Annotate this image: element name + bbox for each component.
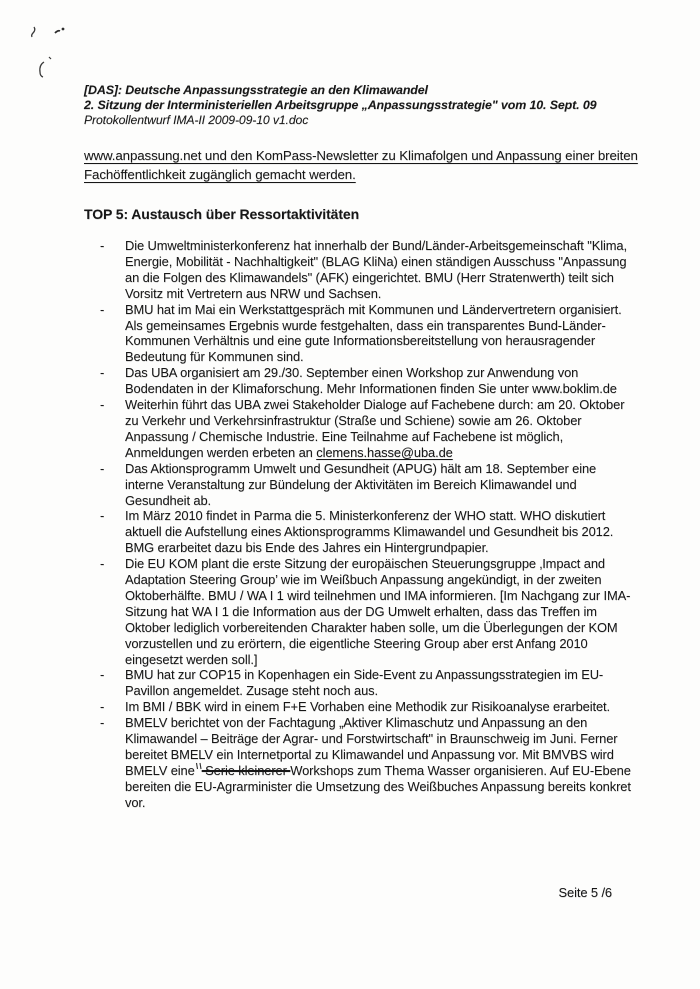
list-item: [100, 302, 634, 366]
bullet-dash: -: [100, 365, 105, 381]
bullet-dash: -: [100, 699, 105, 715]
list-item: [100, 238, 634, 302]
bullet-text-segment: Weiterhin führt das UBA zwei Stakeholder Dialoge auf Fachebene durch: am 20. Oktober zu Verkehr und Verkehrsinfrastruktur (Straße und Schiene) sowie am 26. Oktober Anpassung / Chemische Industrie. Eine Teilnahme auf Fachebene ist möglich, Anmeldungen werden erbeten an: [125, 397, 625, 460]
list-item: [100, 556, 634, 667]
list-item: [100, 365, 634, 397]
bullet-dash: -: [100, 556, 105, 572]
bullet-text: Im BMI / BBK wird in einem F+E Vorhaben eine Methodik zur Risikoanalyse erarbeitet.: [125, 699, 610, 715]
bullet-dash: -: [100, 301, 105, 317]
bullet-dash: -: [100, 508, 105, 524]
bullet-dash: -: [100, 667, 105, 683]
bullet-text: BMU hat zur COP15 in Kopenhagen ein Side-Event zu Anpassungsstrategien im EU-Pavillon angemeldet. Zusage steht noch aus.: [125, 667, 604, 699]
bullet-list: [100, 238, 634, 811]
bullet-text: BMU hat im Mai ein Werkstattgespräch mit Kommunen und Ländervertretern organisiert. Als gemeinsames Ergebnis wurde festgehalten, dass ein transparentes Bund-Länder-Kommunen Verhältnis und eine gute Informationsbereitstellung von herausragender Bedeutung für Kommunen sind.: [125, 301, 622, 365]
list-item: [100, 667, 634, 699]
handwritten-insertion-mark: [195, 762, 202, 770]
bullet-text-segment: BMELV berichtet von der Fachtagung „Aktiver Klimaschutz und Anpassung an den Klimawandel – Beiträge der Agrar- und Forstwirtschaft" in Braunschweig im Juni. Ferner bereitet BMELV ein Internetportal zu Klimawandel und Anpassung vor. Mit BMVBS wird BMELV eine: [125, 715, 618, 778]
bullet-dash: -: [100, 397, 105, 413]
document-title: [DAS]: Deutsche Anpassungsstrategie an den Klimawandel: [84, 83, 428, 97]
list-item: [100, 715, 634, 810]
bullet-text: [125, 397, 632, 461]
email-link[interactable]: clemens.hasse@uba.de: [316, 444, 453, 460]
bullet-text: Die Umweltministerkonferenz hat innerhalb der Bund/Länder-Arbeitsgemeinschaft "Klima, Energie, Mobilität - Nachhaltigkeit" (BLAG KliNa) einen ständigen Ausschuss "Anpassung an die Folgen des Klimawandels" (AFK) eingerichtet. BMU (Herr Stratenwerth) teilt sich Vorsitz mit Vertretern aus NRW und Sachsen.: [125, 238, 627, 301]
bullet-text: Das Aktionsprogramm Umwelt und Gesundheit (APUG) hält am 18. September eine interne Veranstaltung zur Bündelung der Aktivitäten im Bereich Klimawandel und Gesundheit ab.: [125, 460, 597, 508]
list-item: [100, 461, 634, 509]
bullet-text: [125, 715, 632, 810]
section-heading: TOP 5: Austausch über Ressortaktivitäten: [84, 206, 360, 222]
struck-text: Serie kleinerer: [201, 762, 291, 778]
bullet-text: Im März 2010 findet in Parma die 5. Ministerkonferenz der WHO statt. WHO diskutiert aktuell die Aufstellung eines Aktionsprogramms Klimawandel und Gesundheit bis 2012. BMG erarbeitet dazu bis Ende des Jahres ein Hintergrundpapier.: [125, 508, 614, 556]
document-filename: Protokollentwurf IMA-II 2009-09-10 v1.doc: [84, 113, 309, 127]
intro-paragraph: www.anpassung.net und den KomPass-Newsletter zu Klimafolgen und Anpassung einer breiten Fachöffentlichkeit zugänglich gemacht werden.: [84, 148, 638, 182]
bullet-text: Das UBA organisiert am 29./30. September einen Workshop zur Anwendung von Bodendaten in der Klimaforschung. Mehr Informationen finden Sie unter www.boklim.de: [125, 365, 617, 397]
list-item: [100, 508, 634, 556]
page-number: Seite 5 /6: [558, 885, 612, 900]
bullet-dash: -: [100, 238, 105, 253]
list-item: [100, 699, 634, 715]
list-item: [100, 397, 634, 461]
bullet-text: Die EU KOM plant die erste Sitzung der europäischen Steuerungsgruppe ‚Impact and Adaptation Steering Group’ wie im Weißbuch Anpassung angekündigt, in der zweiten Oktoberhälfte. BMU / WA I 1 wird teilnehmen und IMA informieren. [Im Nachgang zur IMA-Sitzung hat WA I 1 die Information aus der DG Umwelt erhalten, dass das Treffen im Oktober lediglich vorbereitenden Charakter haben solle, um die Überlegungen der KOM vorzustellen und zu erörtern, die eigentliche Steering Group aber erst Anfang 2010 eingesetzt werden soll.]: [125, 556, 631, 667]
document-subtitle: 2. Sitzung der Interministeriellen Arbeitsgruppe „Anpassungsstrategie" vom 10. Sept. 09: [84, 98, 597, 112]
document-header: [84, 83, 644, 128]
bullet-dash: -: [100, 715, 105, 731]
bullet-text-segment: Workshops zum Thema Wasser organisieren. Auf EU-Ebene bereiten die EU-Agrarminister die Umsetzung des Weißbuches Anpassung bereits konkret vor.: [125, 762, 631, 810]
bullet-dash: -: [100, 460, 105, 476]
